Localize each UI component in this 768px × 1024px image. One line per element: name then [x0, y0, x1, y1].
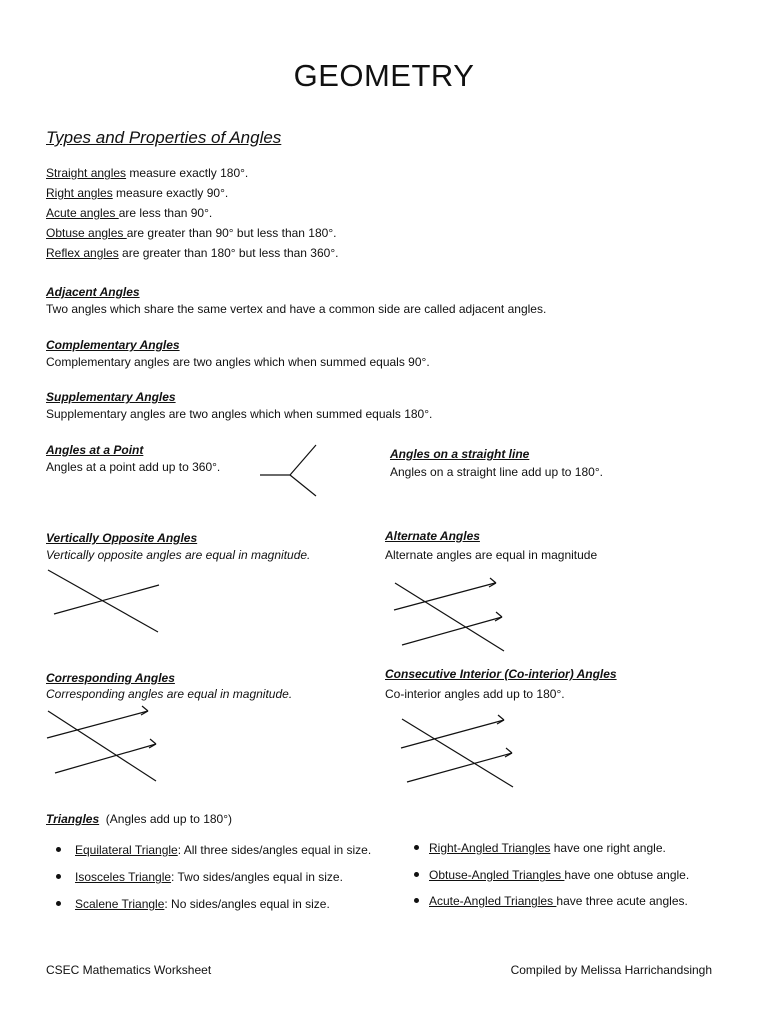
supplementary-heading: Supplementary Angles	[46, 390, 176, 404]
supplementary-text: Supplementary angles are two angles which when summed equals 180°.	[46, 407, 433, 421]
bullet-icon	[56, 874, 61, 879]
angles-at-point-diagram	[258, 443, 320, 499]
triangles-heading: Triangles	[46, 812, 100, 826]
ray	[290, 475, 316, 496]
definition: are greater than 180° but less than 360°.	[118, 246, 339, 260]
line	[54, 585, 159, 614]
parallel-line	[407, 753, 512, 782]
arrow-head	[496, 612, 502, 617]
term: Obtuse-Angled Triangles	[429, 868, 565, 882]
at-point-text: Angles at a point add up to 360°.	[46, 460, 221, 474]
corresponding-angles-diagram	[44, 705, 166, 785]
parallel-line	[47, 711, 148, 738]
definition: have one right angle.	[550, 841, 666, 855]
definition: : All three sides/angles equal in size.	[177, 843, 372, 857]
straight-line-heading: Angles on a straight line	[390, 447, 530, 461]
list-item	[56, 843, 371, 857]
transversal	[395, 583, 504, 651]
transversal	[402, 719, 513, 787]
list-item	[46, 226, 336, 240]
adjacent-text: Two angles which share the same vertex and have a common side are called adjacent angles.	[46, 302, 547, 316]
list-item	[46, 246, 338, 260]
definition: : Two sides/angles equal in size.	[171, 870, 343, 884]
term: Obtuse angles	[46, 226, 127, 240]
alternate-text: Alternate angles are equal in magnitude	[385, 548, 598, 562]
definition: are less than 90°.	[118, 206, 213, 220]
list-item	[46, 186, 228, 200]
term: Straight angles	[46, 166, 127, 180]
definition: have three acute angles.	[556, 894, 688, 908]
bullet-icon	[56, 901, 61, 906]
definition: : No sides/angles equal in size.	[164, 897, 330, 911]
at-point-heading: Angles at a Point	[46, 443, 144, 457]
list-item	[46, 206, 212, 220]
parallel-line	[394, 583, 495, 610]
bullet-icon	[414, 845, 419, 850]
term: Acute angles	[46, 206, 119, 220]
arrow-head	[506, 748, 512, 753]
list-item	[414, 868, 689, 882]
list-item	[414, 841, 666, 855]
section-heading: Types and Properties of Angles	[46, 128, 282, 147]
corresponding-heading: Corresponding Angles	[46, 671, 175, 685]
corresponding-text: Corresponding angles are equal in magnitude.	[46, 687, 293, 701]
alternate-heading: Alternate Angles	[385, 529, 480, 543]
adjacent-heading: Adjacent Angles	[46, 285, 140, 299]
complementary-text: Complementary angles are two angles which when summed equals 90°.	[46, 355, 430, 369]
term: Scalene Triangle	[75, 897, 165, 911]
co-interior-heading: Consecutive Interior (Co-interior) Angles	[385, 667, 617, 681]
triangles-note: (Angles add up to 180°)	[99, 812, 233, 826]
vertically-opposite-heading: Vertically Opposite Angles	[46, 531, 198, 545]
vertically-opposite-diagram	[44, 565, 164, 635]
co-interior-angles-diagram	[398, 712, 520, 792]
list-item	[414, 894, 688, 908]
definition: are greater than 90° but less than 180°.	[126, 226, 337, 240]
arrow-head	[490, 578, 496, 583]
arrow-head	[142, 706, 148, 711]
bullet-icon	[56, 847, 61, 852]
triangles-heading-row	[46, 812, 232, 826]
definition: measure exactly 90°.	[112, 186, 229, 200]
page-title: GEOMETRY	[293, 58, 475, 93]
footer-right: Compiled by Melissa Harrichandsingh	[510, 963, 712, 977]
list-item	[46, 166, 248, 180]
arrow-head	[150, 739, 156, 744]
list-item	[56, 897, 330, 911]
co-interior-text: Co-interior angles add up to 180°.	[385, 687, 565, 701]
complementary-heading: Complementary Angles	[46, 338, 180, 352]
term: Right angles	[46, 186, 113, 200]
term: Isosceles Triangle	[75, 870, 172, 884]
bullet-icon	[414, 898, 419, 903]
term: Equilateral Triangle	[75, 843, 178, 857]
vertically-opposite-text: Vertically opposite angles are equal in magnitude.	[46, 548, 311, 562]
definition: measure exactly 180°.	[126, 166, 249, 180]
term: Right-Angled Triangles	[429, 841, 551, 855]
parallel-line	[401, 720, 504, 748]
term: Reflex angles	[46, 246, 119, 260]
footer-left: CSEC Mathematics Worksheet	[46, 963, 212, 977]
definition: have one obtuse angle.	[564, 868, 690, 882]
term: Acute-Angled Triangles	[429, 894, 557, 908]
straight-line-text: Angles on a straight line add up to 180°.	[390, 465, 603, 479]
bullet-icon	[414, 872, 419, 877]
list-item	[56, 870, 343, 884]
arrow-head	[498, 715, 504, 720]
ray	[290, 445, 316, 475]
alternate-angles-diagram	[390, 575, 510, 655]
